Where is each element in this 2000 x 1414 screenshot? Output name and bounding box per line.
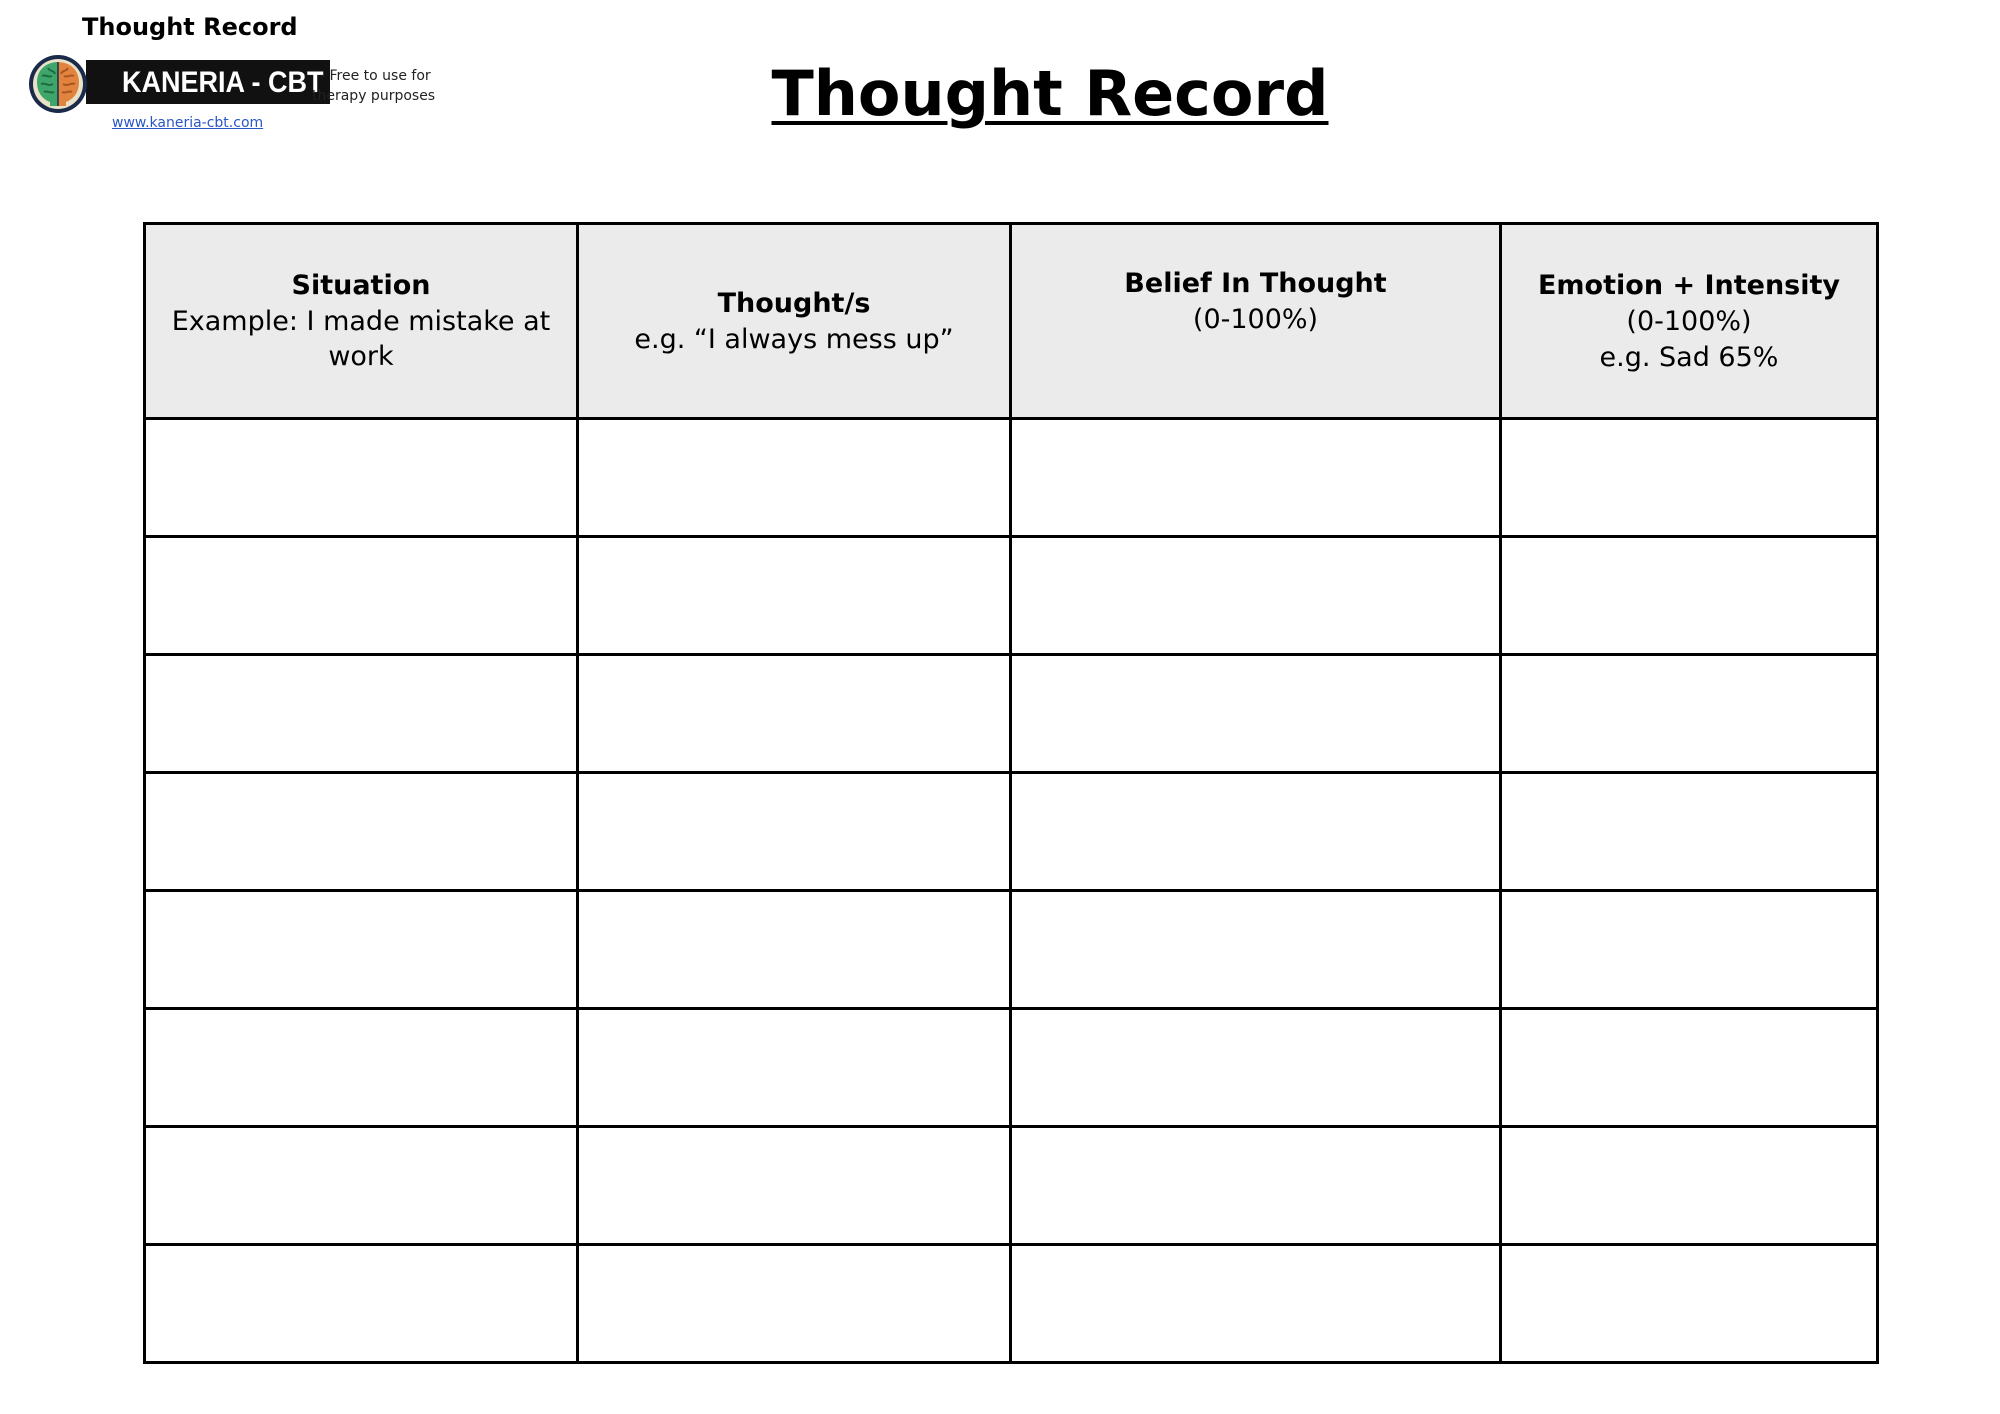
column-example: Example: I made mistake at work bbox=[171, 306, 551, 372]
corner-title: Thought Record bbox=[82, 13, 298, 41]
cell-thoughts[interactable] bbox=[578, 419, 1011, 537]
cell-belief[interactable] bbox=[1011, 1009, 1501, 1127]
column-header-emotion bbox=[1501, 224, 1878, 419]
website-link[interactable]: www.kaneria-cbt.com bbox=[112, 115, 264, 131]
cell-situation[interactable] bbox=[145, 1245, 578, 1363]
cell-thoughts[interactable] bbox=[578, 655, 1011, 773]
cell-thoughts[interactable] bbox=[578, 773, 1011, 891]
logo-note-line2: therapy purposes bbox=[312, 88, 436, 104]
table-row bbox=[145, 1127, 1878, 1245]
table-row bbox=[145, 655, 1878, 773]
cell-situation[interactable] bbox=[145, 537, 578, 655]
table-row bbox=[145, 419, 1878, 537]
column-title: Thought/s bbox=[717, 287, 871, 319]
cell-belief[interactable] bbox=[1011, 891, 1501, 1009]
cell-emotion[interactable] bbox=[1501, 655, 1878, 773]
column-header-belief bbox=[1011, 224, 1501, 419]
cell-belief[interactable] bbox=[1011, 419, 1501, 537]
cell-emotion[interactable] bbox=[1501, 891, 1878, 1009]
cell-situation[interactable] bbox=[145, 419, 578, 537]
logo-text: KANERIA - CBT bbox=[122, 66, 324, 99]
cell-emotion[interactable] bbox=[1501, 773, 1878, 891]
page-title: Thought Record bbox=[771, 57, 1329, 130]
cell-emotion[interactable] bbox=[1501, 1009, 1878, 1127]
cell-belief[interactable] bbox=[1011, 537, 1501, 655]
table-row bbox=[145, 1009, 1878, 1127]
thought-record-table bbox=[143, 222, 1879, 1364]
kaneria-cbt-logo bbox=[28, 54, 324, 112]
cell-thoughts[interactable] bbox=[578, 1127, 1011, 1245]
cell-thoughts[interactable] bbox=[578, 537, 1011, 655]
table-header-row bbox=[145, 224, 1878, 419]
table-body bbox=[145, 419, 1878, 1363]
brain-icon bbox=[28, 54, 88, 114]
cell-belief[interactable] bbox=[1011, 773, 1501, 891]
cell-situation[interactable] bbox=[145, 1009, 578, 1127]
column-range: (0-100%) bbox=[1626, 305, 1752, 337]
table-row bbox=[145, 1245, 1878, 1363]
column-title: Belief In Thought bbox=[1124, 268, 1387, 299]
column-title: Emotion + Intensity bbox=[1537, 269, 1841, 301]
cell-emotion[interactable] bbox=[1501, 537, 1878, 655]
cell-emotion[interactable] bbox=[1501, 419, 1878, 537]
cell-emotion[interactable] bbox=[1501, 1245, 1878, 1363]
cell-emotion[interactable] bbox=[1501, 1127, 1878, 1245]
table-row bbox=[145, 773, 1878, 891]
cell-situation[interactable] bbox=[145, 655, 578, 773]
column-example: e.g. “I always mess up” bbox=[634, 323, 954, 355]
column-header-thoughts bbox=[578, 224, 1011, 419]
cell-belief[interactable] bbox=[1011, 1127, 1501, 1245]
column-header-situation bbox=[145, 224, 578, 419]
cell-situation[interactable] bbox=[145, 891, 578, 1009]
cell-belief[interactable] bbox=[1011, 655, 1501, 773]
cell-thoughts[interactable] bbox=[578, 1009, 1011, 1127]
cell-situation[interactable] bbox=[145, 1127, 578, 1245]
table-row bbox=[145, 537, 1878, 655]
column-range: (0-100%) bbox=[1192, 304, 1319, 335]
cell-belief[interactable] bbox=[1011, 1245, 1501, 1363]
column-example: e.g. Sad 65% bbox=[1599, 341, 1779, 373]
table-row bbox=[145, 891, 1878, 1009]
column-title: Situation bbox=[291, 270, 431, 301]
logo-note bbox=[312, 66, 472, 106]
cell-thoughts[interactable] bbox=[578, 891, 1011, 1009]
cell-situation[interactable] bbox=[145, 773, 578, 891]
cell-thoughts[interactable] bbox=[578, 1245, 1011, 1363]
logo-note-line1: - Free to use for bbox=[320, 68, 431, 84]
